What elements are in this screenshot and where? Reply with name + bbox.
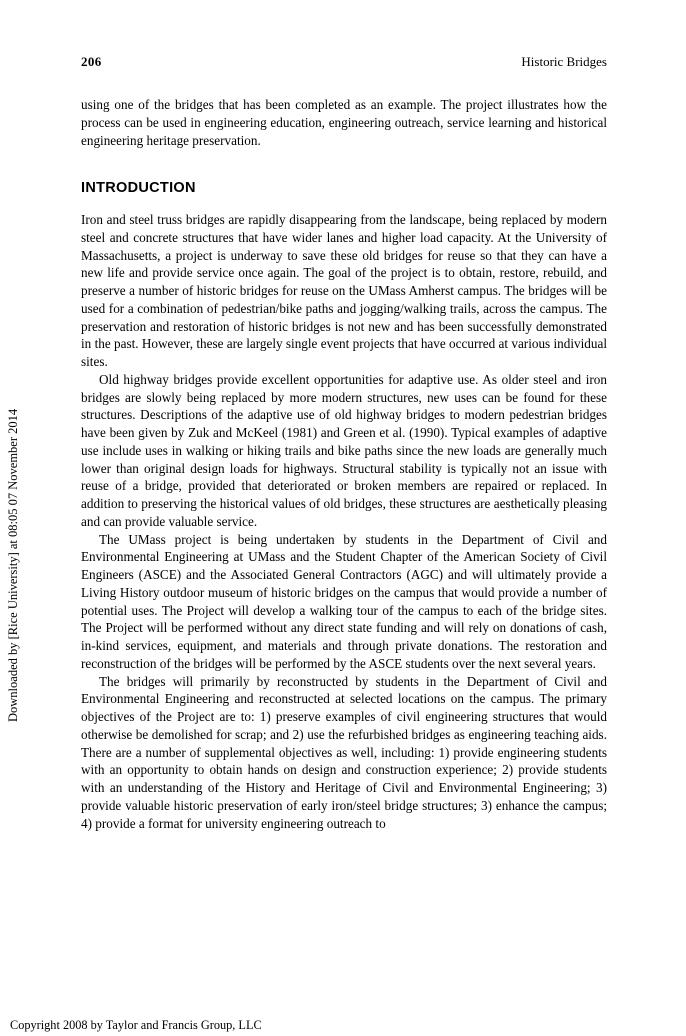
paragraph: The bridges will primarily by reconstructed by students in the Department of Civil and Environmental Engineering and reconstructed at selected locations on the campus. The primary objectives of the Project are to: 1) preserve examples of civil engineering structures that would otherwise be demolished for scrap; and 2) use the refurbished bridges as engineering teaching aids. There are a number of supplemental objectives as well, including: 1) provide engineering students with an opportunity to obtain hands on design and construction experience; 2) provide students with an understanding of the History and Heritage of Civil and Environmental Engineering; 3) provide valuable historic preservation of early iron/steel bridge structures; 3) enhance the campus; 4) provide a format for university engineering outreach to: [81, 673, 607, 831]
section-heading-introduction: INTRODUCTION: [81, 180, 196, 197]
paragraph: Iron and steel truss bridges are rapidly disappearing from the landscape, being replaced by modern steel and concrete structures that have wider lanes and higher load capacity. At the University of Massachusetts, a project is underway to save these old bridges for reuse so that they can have a new life and provide service once again. The goal of the project is to obtain, restore, rebuild, and preserve a number of historic bridges for reuse on the UMass Amherst campus. The bridges will be used for a combination of pedestrian/bike paths and jogging/walking trails, across the campus. The preservation and restoration of historic bridges is not new and has been successfully demonstrated in the past. However, these are largely single event projects that have occurred at various individual sites.: [81, 212, 607, 369]
body-text: [81, 96, 607, 832]
paragraph: Old highway bridges provide excellent opportunities for adaptive use. As older steel and iron bridges are slowly being replaced by more modern structures, new uses can be found for these structures. Descriptions of the adaptive use of old highway bridges to modern pedestrian bridges have been given by Zuk and McKeel (1981) and Green et al. (1990). Typical examples of adaptive use include uses in walking or hiking trails and bike paths since the new loads are generally much lower than original design loads for highways. Structural stability is typically not an issue with reuse of a bridge, provided that deteriorated or broken members are repaired or replaced. In addition to preserving the historical values of old bridges, these structures are aesthetically pleasing and can provide valuable service.: [81, 371, 607, 529]
download-watermark: Downloaded by [Rice University] at 08:05 07 November 2014: [6, 408, 20, 722]
copyright-notice: Copyright 2008 by Taylor and Francis Group, LLC: [10, 1018, 262, 1032]
paragraph: The UMass project is being undertaken by students in the Department of Civil and Environmental Engineering at UMass and the Student Chapter of the American Society of Civil Engineers (ASCE) and the Associated General Contractors (AGC) and will ultimately provide a Living History outdoor museum of historic bridges on the campus that would provide a number of potential uses. The Project will develop a walking tour of the campus to each of the bridge sites. The Project will be performed without any direct state funding and will rely on donations of cash, in-kind services, equipment, and materials and through private donations. The restoration and reconstruction of the bridges will be performed by the ASCE students over the next several years.: [81, 531, 607, 671]
page-number: 206: [81, 54, 102, 69]
running-title: Historic Bridges: [521, 54, 607, 69]
lead-paragraph: using one of the bridges that has been completed as an example. The project illustrates how the process can be used in engineering education, engineering outreach, service learning and historical engineering heritage preservation.: [81, 97, 607, 148]
page-header: [81, 54, 607, 70]
